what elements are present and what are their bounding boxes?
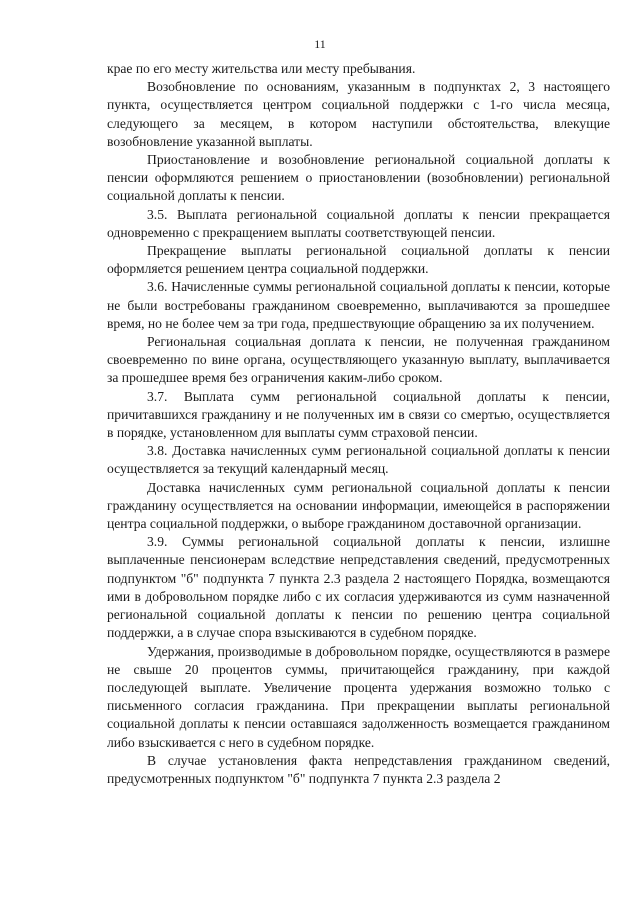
document-body (107, 60, 610, 788)
page-number: 11 (314, 37, 326, 51)
paragraph-suspension-decision: Приостановление и возобновление региональной социальной доплаты к пенсии оформляются решением о приостановлении (возобновлении) региональной социальной доплаты к пенсии. (107, 152, 610, 204)
paragraph-continuation: крае по его месту жительства или месту пребывания. (107, 61, 416, 76)
paragraph-resumption-grounds: Возобновление по основаниям, указанным в подпунктах 2, 3 настоящего пункта, осуществляется центром социальной поддержки с 1-го числа месяца, следующего за месяцем, в котором наступили обстоятельства, влекущие возобновление указанной выплаты. (107, 79, 610, 149)
paragraph-3-5: 3.5. Выплата региональной социальной доплаты к пенсии прекращается одновременно с прекращением выплаты соответствующей пенсии. (107, 206, 610, 240)
paragraph-deductions: Удержания, производимые в добровольном порядке, осуществляются в размере не свыше 20 процентов суммы, причитающейся гражданину, при каждой последующей выплате. Увеличение процента удержания возможно только с письменного согласия гражданина. При прекращении выплаты региональной социальной доплаты к пенсии оставшаяся задолженность возмещается гражданином либо взыскивается с него в судебном порядке. (107, 643, 610, 750)
paragraph-non-submission-case: В случае установления факта непредставления гражданином сведений, предусмотренных подпунктом "б" подпункта 7 пункта 2.3 раздела 2 (107, 752, 610, 786)
paragraph-delivery-organization: Доставка начисленных сумм региональной социальной доплаты к пенсии гражданину осуществляется на основании информации, имеющейся в распоряжении центра социальной поддержки, о выборе гражданином доставочной организации. (107, 479, 610, 532)
paragraph-3-7: 3.7. Выплата сумм региональной социальной доплаты к пенсии, причитавшихся гражданину и не полученных им в связи со смертью, осуществляется в порядке, установленном для выплаты сумм страховой пенсии. (107, 388, 610, 441)
paragraph-unpaid-fault-of-body: Региональная социальная доплата к пенсии, не полученная гражданином своевременно по вине органа, осуществляющего указанную выплату, выплачивается за прошедшее время без ограничения каким-либо сроком. (107, 334, 610, 386)
paragraph-3-6: 3.6. Начисленные суммы региональной социальной доплаты к пенсии, которые не были востребованы гражданином своевременно, выплачиваются за прошедшее время, но не более чем за три года, предшествующие обращению за их получением. (107, 279, 610, 331)
paragraph-3-8: 3.8. Доставка начисленных сумм региональной социальной доплаты к пенсии осуществляется за текущий календарный месяц. (107, 443, 610, 477)
paragraph-termination-decision: Прекращение выплаты региональной социальной доплаты к пенсии оформляется решением центра социальной поддержки. (107, 243, 610, 277)
paragraph-3-9: 3.9. Суммы региональной социальной доплаты к пенсии, излишне выплаченные пенсионерам вследствие непредставления сведений, предусмотренных подпунктом "б" подпункта 7 пункта 2.3 раздела 2 настоящего Порядка, возмещаются ими в добровольном порядке либо с их согласия удерживаются из сумм назначенной региональной социальной доплаты к пенсии по решению центра социальной поддержки, а в случае спора взыскиваются в судебном порядке. (107, 534, 610, 641)
